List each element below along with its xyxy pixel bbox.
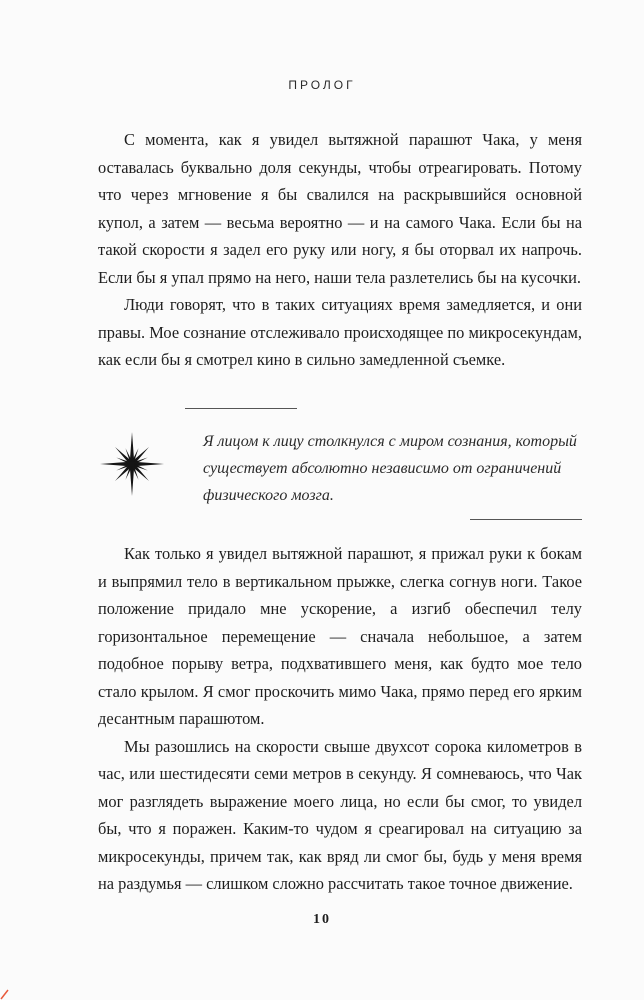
pull-quote <box>98 408 582 520</box>
paragraph: Люди говорят, что в таких ситуациях время замедляется, и они правы. Мое сознание отслеживало происходящее по микросекундам, как если бы я смотрел кино в сильно замедленной съемке. <box>98 295 582 369</box>
text-block-before-quote <box>98 126 582 374</box>
pull-quote-text: Я лицом к лицу столкнулся с миром сознания, который существует абсолютно независимо от ограничений физического мозга. <box>203 433 577 504</box>
text-block-after-quote <box>98 540 582 898</box>
page-number: 10 <box>313 912 331 927</box>
running-head: ПРОЛОГ <box>288 78 356 92</box>
paragraph: Как только я увидел вытяжной парашют, я прижал руки к бокам и выпрямил тело в вертикальном прыжке, слегка согнув ноги. Такое положение придало мне ускорение, а изгиб обеспечил телу горизонтальное перемещение — сначала небольшое, а затем подобное порыву ветра, подхватившего меня, как будто мое тело стало крылом. Я смог проскочить мимо Чака, прямо перед его ярким десантным парашютом. <box>98 544 582 728</box>
paragraph: Мы разошлись на скорости свыше двухсот сорока километров в час, или шестидесяти семи метров в секунду. Я сомневаюсь, что Чак мог разглядеть выражение моего лица, но если бы смог, то увидел бы, что я поражен. Каким-то чудом я среагировал на ситуацию за микросекунды, причем так, как вряд ли смог бы, будь у меня время на раздумья — слишком сложно рассчитать такое точное движение. <box>98 736 582 893</box>
paragraph: С момента, как я увидел вытяжной парашют Чака, у меня оставалась буквально доля секунды, чтобы отреагировать. Потому что через мгновение я бы свалился на раскрывшийся основной купол, а затем — весьма вероятно — и на самого Чака. Если бы на такой скорости я задел его руку или ногу, я бы оторвал их напрочь. Если бы я упал прямо на него, наши тела разлетелись бы на кусочки. <box>98 130 582 287</box>
starburst-icon <box>98 430 166 498</box>
quote-rule-bottom <box>470 519 582 520</box>
quote-rule-top <box>185 408 297 409</box>
crop-mark-icon <box>0 984 16 1000</box>
